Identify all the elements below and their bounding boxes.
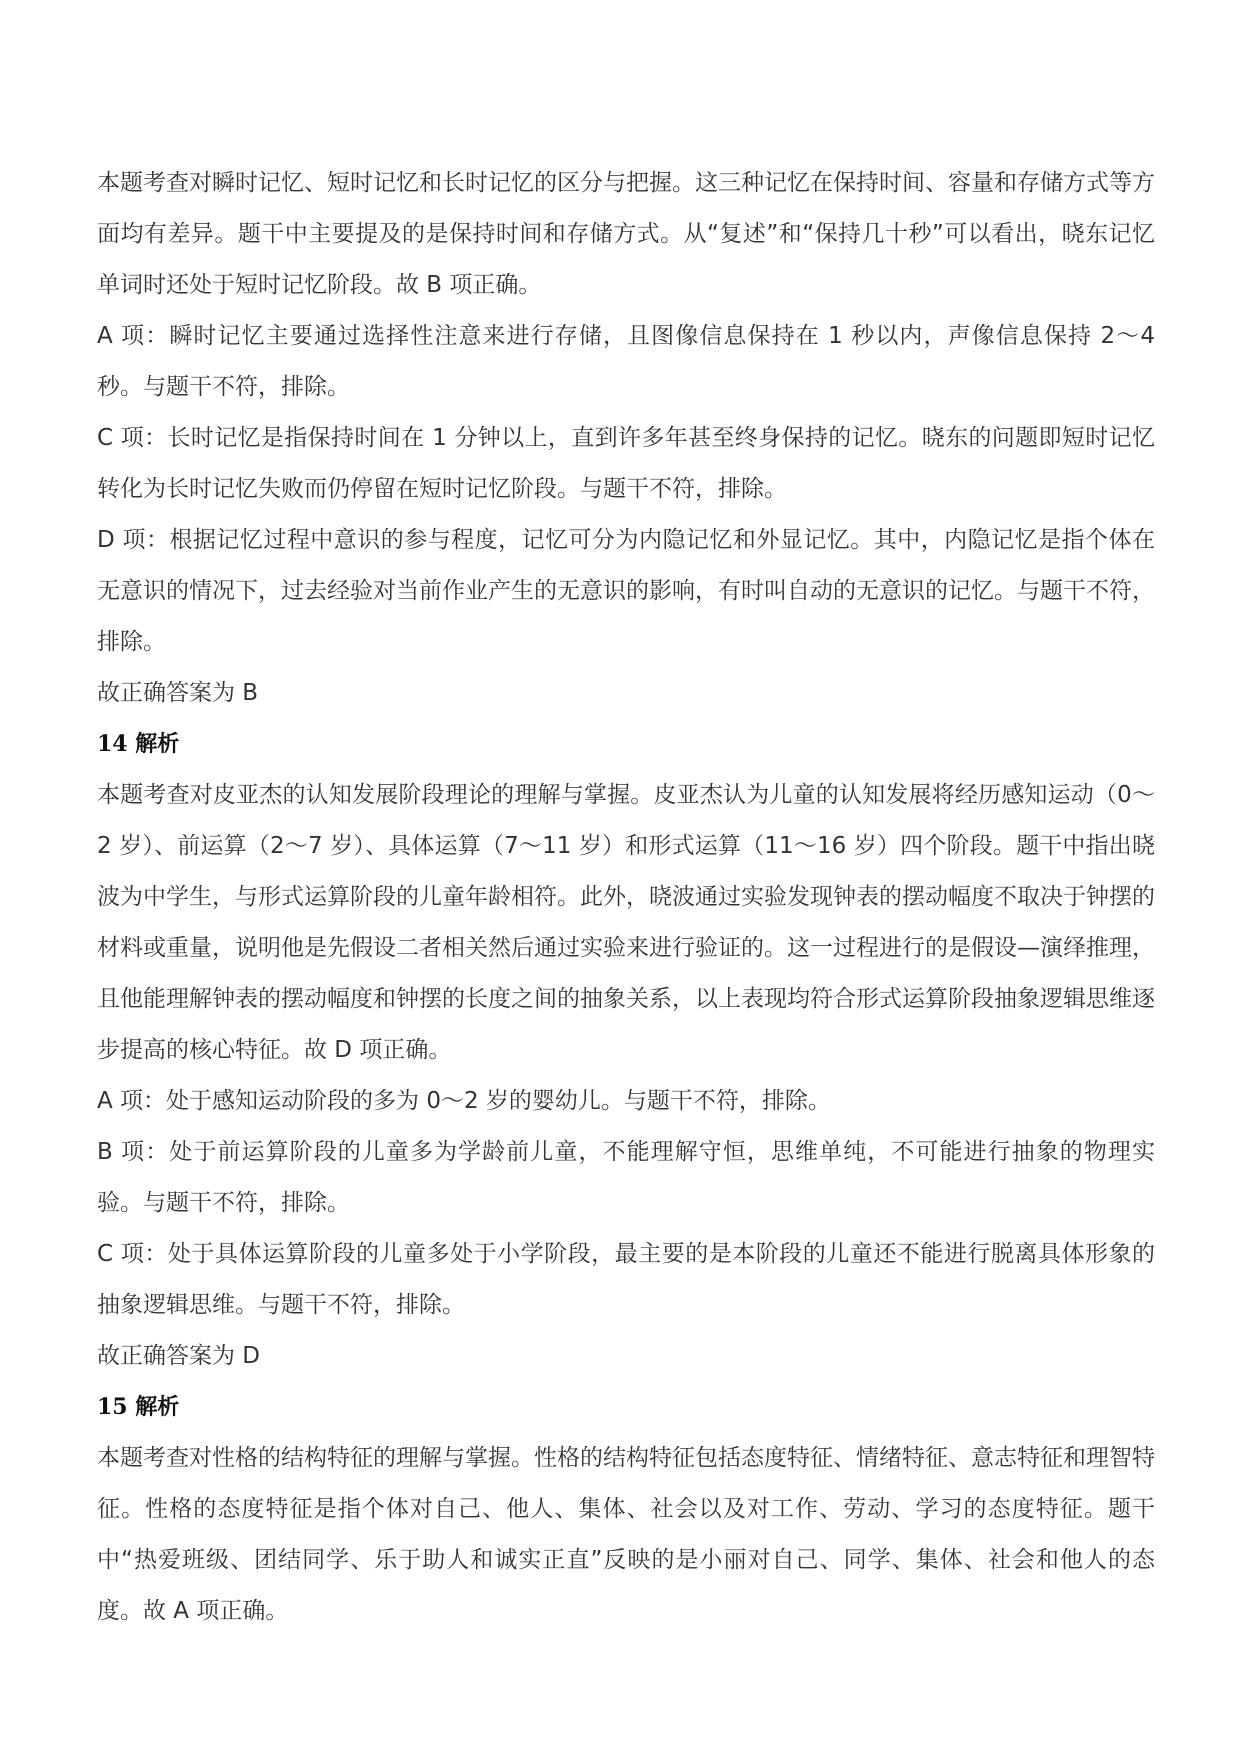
section-heading-14: 14 解析 (97, 731, 180, 757)
analysis-paragraph: 本题考查对瞬时记忆、短时记忆和长时记忆的区分与把握。这三种记忆在保持时间、容量和存储方式等方面均有差异。题干中主要提及的是保持时间和存储方式。从“复述”和“保持几十秒”可以看出，晓东记忆单词时还处于短时记忆阶段。故 B 项正确。 (97, 170, 1155, 298)
option-b-explanation: B 项：处于前运算阶段的儿童多为学龄前儿童，不能理解守恒，思维单纯，不可能进行抽象的物理实验。与题干不符，排除。 (97, 1139, 1155, 1216)
option-a-explanation: A 项：瞬时记忆主要通过选择性注意来进行存储，且图像信息保持在 1 秒以内，声像信息保持 2～4 秒。与题干不符，排除。 (97, 323, 1155, 400)
option-a-explanation: A 项：处于感知运动阶段的多为 0～2 岁的婴幼儿。与题干不符，排除。 (97, 1088, 831, 1114)
analysis-paragraph: 本题考查对皮亚杰的认知发展阶段理论的理解与掌握。皮亚杰认为儿童的认知发展将经历感知运动（0～2 岁）、前运算（2～7 岁）、具体运算（7～11 岁）和形式运算（11～16 岁）四个阶段。题干中指出晓波为中学生，与形式运算阶段的儿童年龄相符。此外，晓波通过实验发现钟表的摆动幅度不取决于钟摆的材料或重量，说明他是先假设二者相关然后通过实验来进行验证的。这一过程进行的是假设—演绎推理，且他能理解钟表的摆动幅度和钟摆的长度之间的抽象关系，以上表现均符合形式运算阶段抽象逻辑思维逐步提高的核心特征。故 D 项正确。 (97, 782, 1155, 1063)
option-d-explanation: D 项：根据记忆过程中意识的参与程度，记忆可分为内隐记忆和外显记忆。其中，内隐记忆是指个体在无意识的情况下，过去经验对当前作业产生的无意识的影响，有时叫自动的无意识的记忆。与题干不符，排除。 (97, 527, 1155, 655)
option-c-explanation: C 项：处于具体运算阶段的儿童多处于小学阶段，最主要的是本阶段的儿童还不能进行脱离具体形象的抽象逻辑思维。与题干不符，排除。 (97, 1241, 1155, 1318)
section-heading-15: 15 解析 (97, 1394, 180, 1420)
correct-answer: 故正确答案为 B (97, 680, 259, 706)
document-body (97, 158, 1155, 1637)
correct-answer: 故正确答案为 D (97, 1343, 261, 1369)
analysis-paragraph: 本题考查对性格的结构特征的理解与掌握。性格的结构特征包括态度特征、情绪特征、意志特征和理智特征。性格的态度特征是指个体对自己、他人、集体、社会以及对工作、劳动、学习的态度特征。题干中“热爱班级、团结同学、乐于助人和诚实正直”反映的是小丽对自己、同学、集体、社会和他人的态度。故 A 项正确。 (97, 1445, 1155, 1624)
option-c-explanation: C 项：长时记忆是指保持时间在 1 分钟以上，直到许多年甚至终身保持的记忆。晓东的问题即短时记忆转化为长时记忆失败而仍停留在短时记忆阶段。与题干不符，排除。 (97, 425, 1155, 502)
